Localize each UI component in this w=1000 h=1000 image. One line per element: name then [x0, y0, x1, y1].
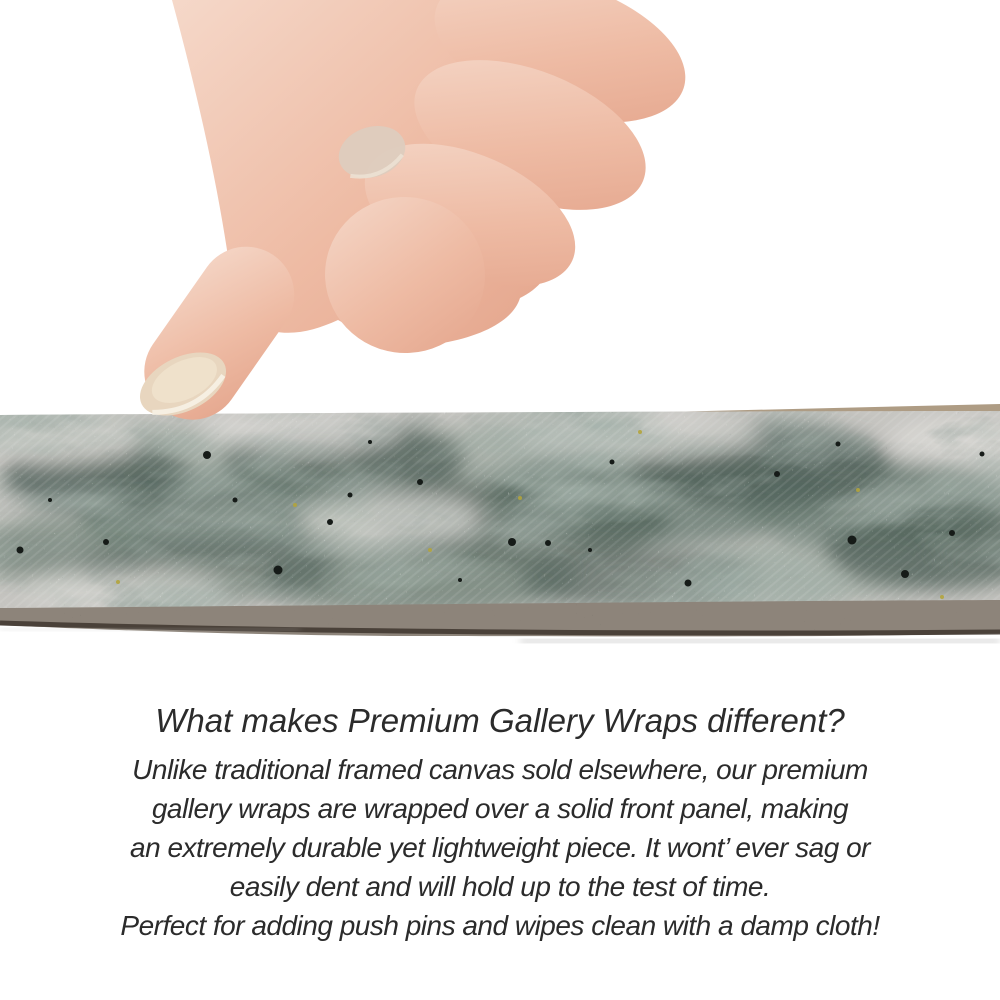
- text-block: [0, 699, 1000, 945]
- hand-pressing-thumb: [0, 0, 1000, 425]
- body-line: Perfect for adding push pins and wipes clean with a damp cloth!: [120, 910, 880, 941]
- body-line: gallery wraps are wrapped over a solid front panel, making: [151, 793, 849, 824]
- body-line: easily dent and will hold up to the test of time.: [229, 871, 771, 902]
- canvas-shadow-right: [520, 639, 1000, 643]
- heading: What makes Premium Gallery Wraps different?: [155, 702, 845, 739]
- canvas-band: [0, 400, 1000, 655]
- canvas-shadow-left: [0, 628, 300, 631]
- body-line: Unlike traditional framed canvas sold elsewhere, our premium: [132, 754, 868, 785]
- body-line: an extremely durable yet lightweight piece. It wont’ ever sag or: [130, 832, 870, 863]
